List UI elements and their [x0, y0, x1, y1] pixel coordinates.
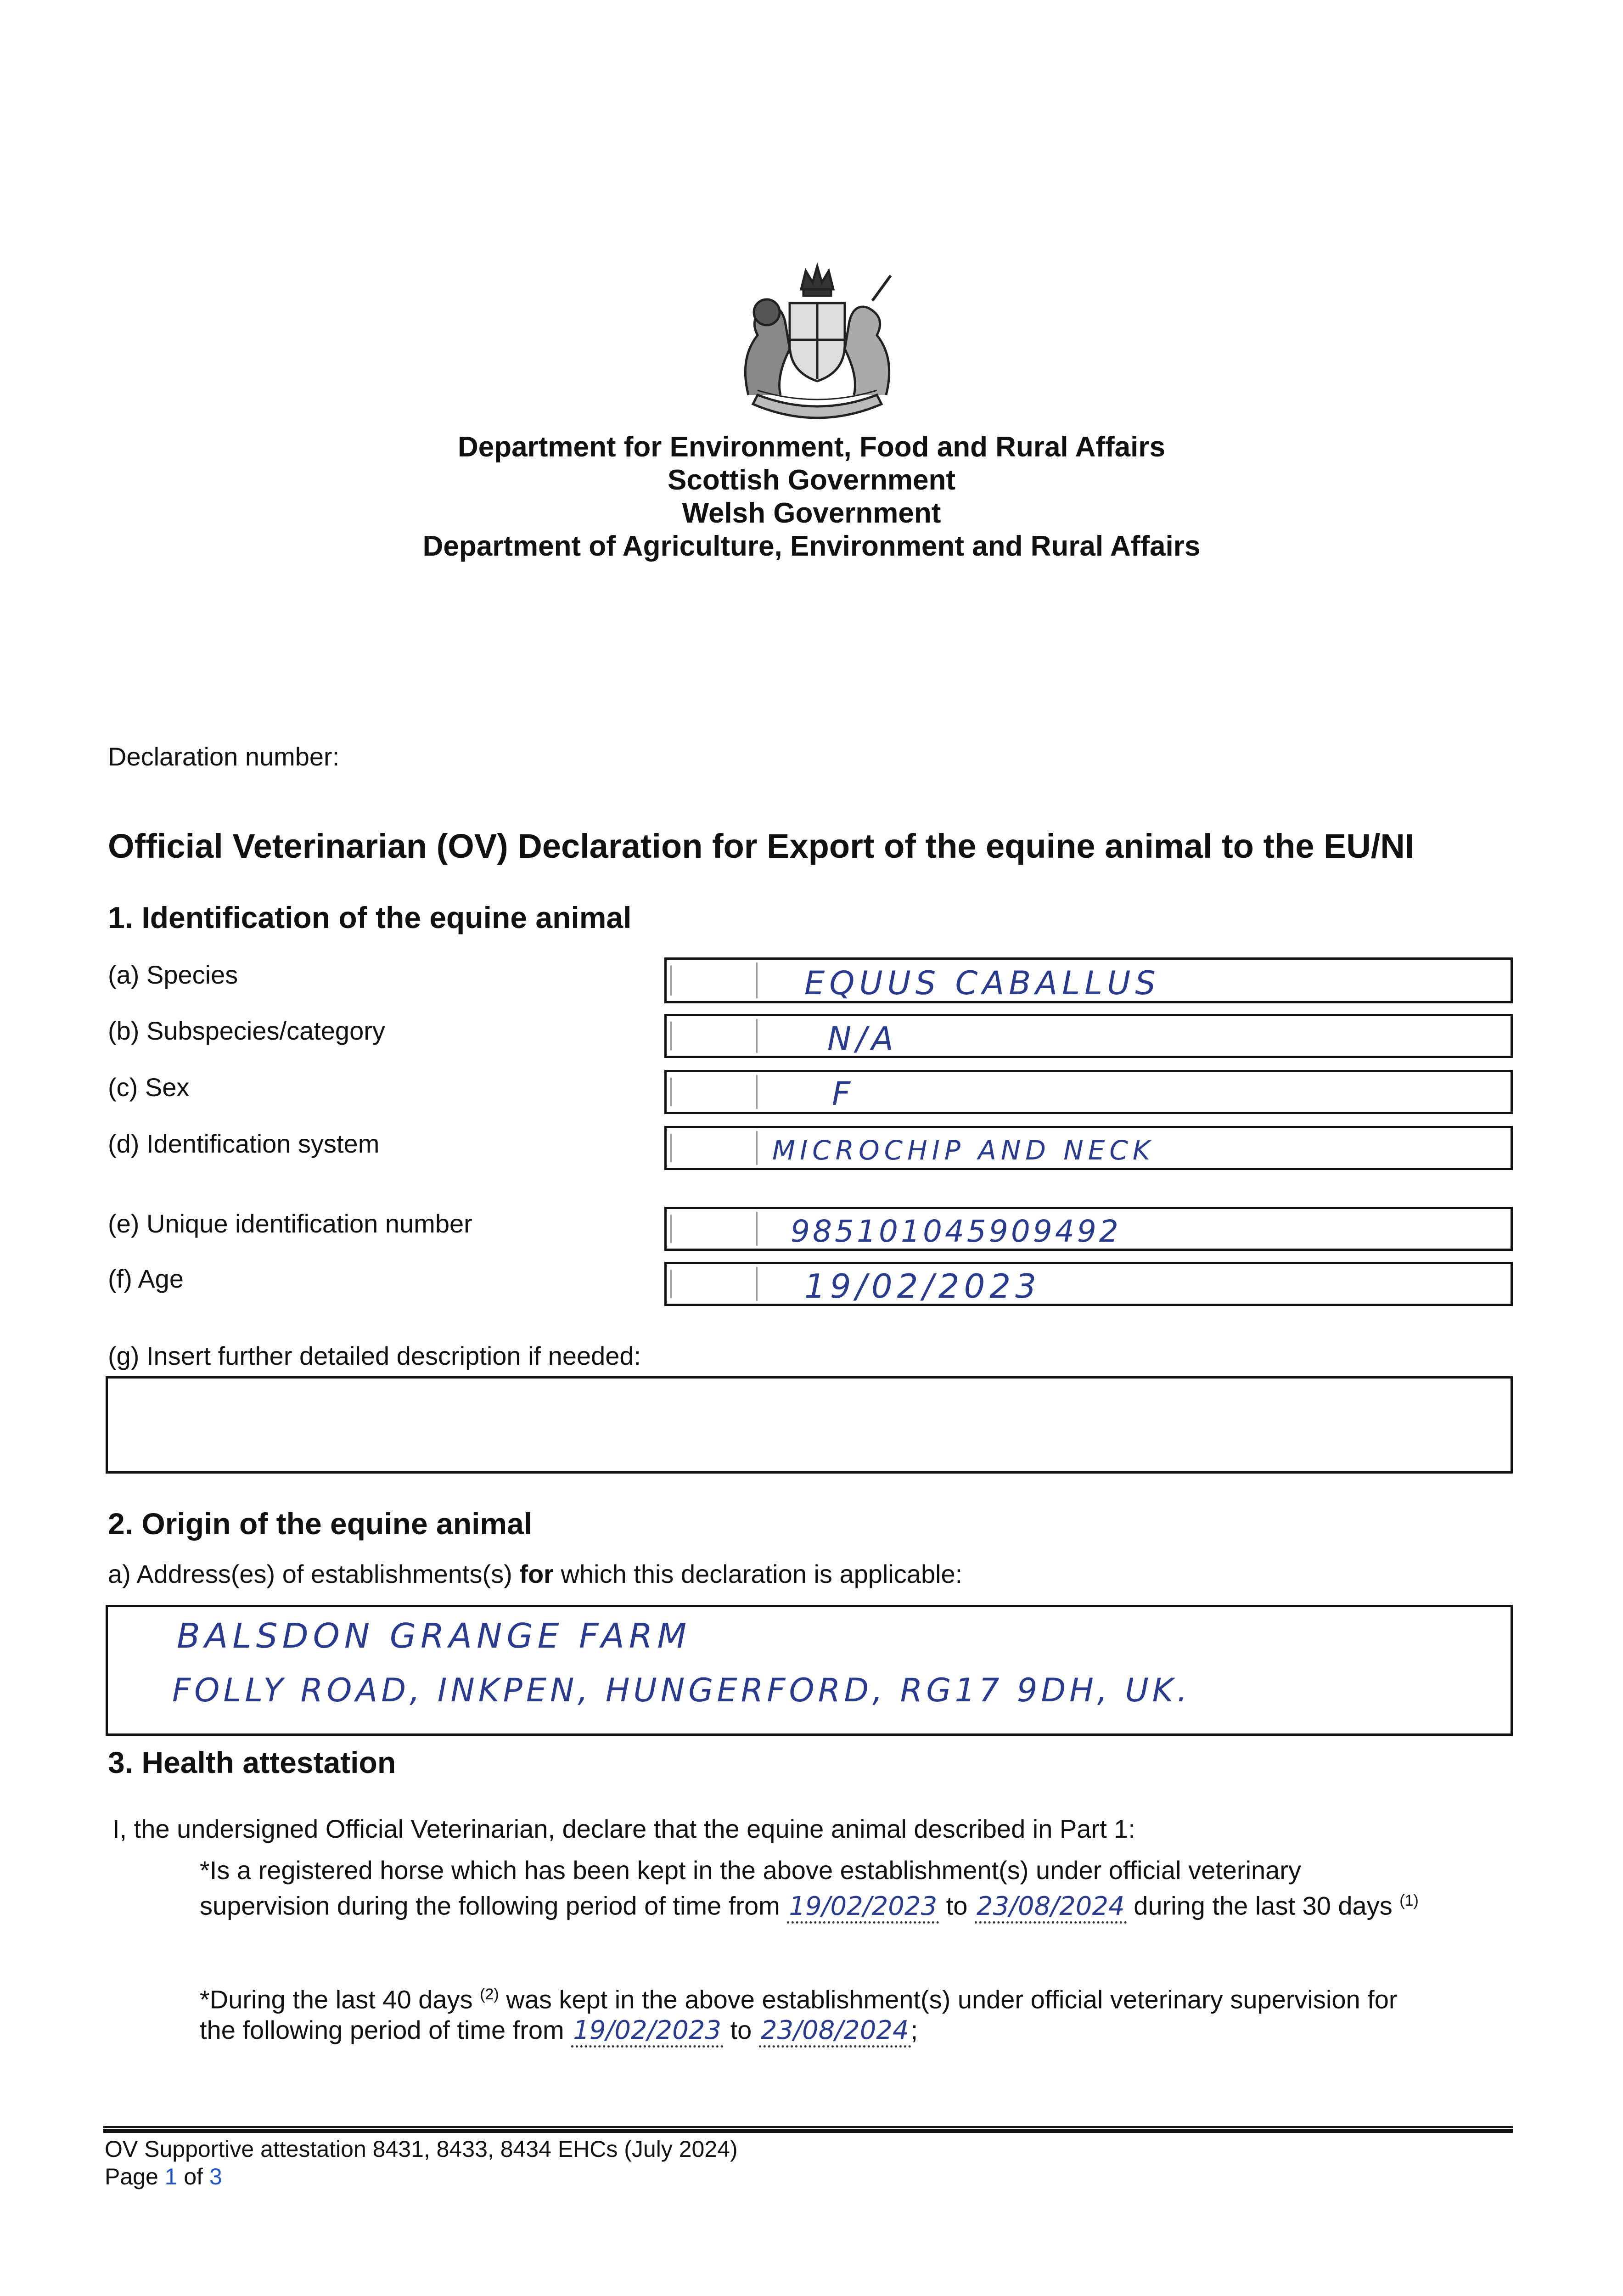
identification-system-field[interactable] [664, 1126, 1513, 1170]
address-field[interactable] [106, 1605, 1513, 1736]
subspecies-value: N/A [827, 1020, 898, 1058]
page-indicator: Page 1 of 3 [105, 2164, 222, 2189]
page-number-link[interactable]: 1 [164, 2164, 178, 2189]
age-value: 19/02/2023 [804, 1267, 1041, 1306]
address-line-2: FOLLY ROAD, INKPEN, HUNGERFORD, RG17 9DH, UK. [172, 1671, 1191, 1709]
attestation-paragraph-2 [200, 1979, 1517, 2046]
species-value: EQUUS CABALLUS [804, 964, 1160, 1002]
footer-text [105, 2135, 738, 2190]
unique-id-label: (e) Unique identification number [108, 1209, 472, 1238]
p2-to-date[interactable]: 23/08/2024 [759, 2015, 911, 2048]
department-line-4: Department of Agriculture, Environment and Rural Affairs [422, 530, 1201, 562]
p1-to-date[interactable]: 23/08/2024 [975, 1891, 1127, 1924]
attestation-paragraph-1 [200, 1855, 1517, 1922]
section-1-heading: 1. Identification of the equine animal [108, 900, 632, 934]
sex-value: F [832, 1075, 855, 1113]
unique-id-field[interactable] [664, 1207, 1513, 1251]
species-field[interactable] [664, 957, 1513, 1003]
species-label: (a) Species [108, 960, 238, 989]
declaration-number-label: Declaration number: [108, 742, 340, 771]
department-line-3: Welsh Government [682, 497, 941, 529]
age-field[interactable] [664, 1262, 1513, 1306]
identification-system-label: (d) Identification system [108, 1129, 380, 1158]
age-label: (f) Age [108, 1264, 184, 1293]
attestation-p1-line2: supervision during the following period of time from 19/02/2023 to 23/08/2024 during the last 30 days $^{(1)}$ [200, 1885, 1517, 1922]
attestation-p2-line1: *During the last 40 days $^{(2)}$ was kept in the above establishment(s) under official veterinary supervision for [200, 1985, 1398, 2014]
p2-from-date[interactable]: 19/02/2023 [571, 2015, 723, 2048]
footer-attestation-ref: OV Supportive attestation 8431, 8433, 8434 EHCs (July 2024) [105, 2136, 738, 2162]
unique-id-value: 985101045909492 [791, 1214, 1121, 1249]
footer-rule-thick [103, 2129, 1513, 2133]
attestation-p1-line1: *Is a registered horse which has been kept in the above establishment(s) under official veterinary [200, 1856, 1301, 1885]
address-label: a) Address(es) of establishments(s) for which this declaration is applicable: [108, 1559, 963, 1588]
subspecies-label: (b) Subspecies/category [108, 1016, 385, 1045]
address-line-1: BALSDON GRANGE FARM [177, 1616, 691, 1656]
subspecies-field[interactable] [664, 1014, 1513, 1058]
sex-label: (c) Sex [108, 1073, 190, 1102]
section-2-heading: 2. Origin of the equine animal [108, 1507, 533, 1541]
document-title: Official Veterinarian (OV) Declaration for Export of the equine animal to the EU/NI [108, 827, 1415, 865]
footer-rule-thin [103, 2126, 1513, 2128]
page-total-link[interactable]: 3 [209, 2164, 222, 2189]
attestation-p2-line2: the following period of time from 19/02/2023 to 23/08/2024; [200, 2015, 1517, 2046]
department-line-1: Department for Environment, Food and Rural Affairs [458, 431, 1165, 463]
further-description-label: (g) Insert further detailed description if needed: [108, 1341, 641, 1370]
sex-field[interactable] [664, 1070, 1513, 1114]
attestation-intro: I, the undersigned Official Veterinarian, declare that the equine animal described in Part 1: [112, 1814, 1135, 1843]
section-3-heading: 3. Health attestation [108, 1745, 396, 1779]
department-line-2: Scottish Government [668, 464, 955, 496]
royal-coat-of-arms-icon [721, 257, 914, 422]
p1-from-date[interactable]: 19/02/2023 [787, 1891, 939, 1924]
further-description-field[interactable] [106, 1376, 1513, 1474]
identification-system-value: MICROCHIP AND NECK [772, 1135, 1155, 1166]
